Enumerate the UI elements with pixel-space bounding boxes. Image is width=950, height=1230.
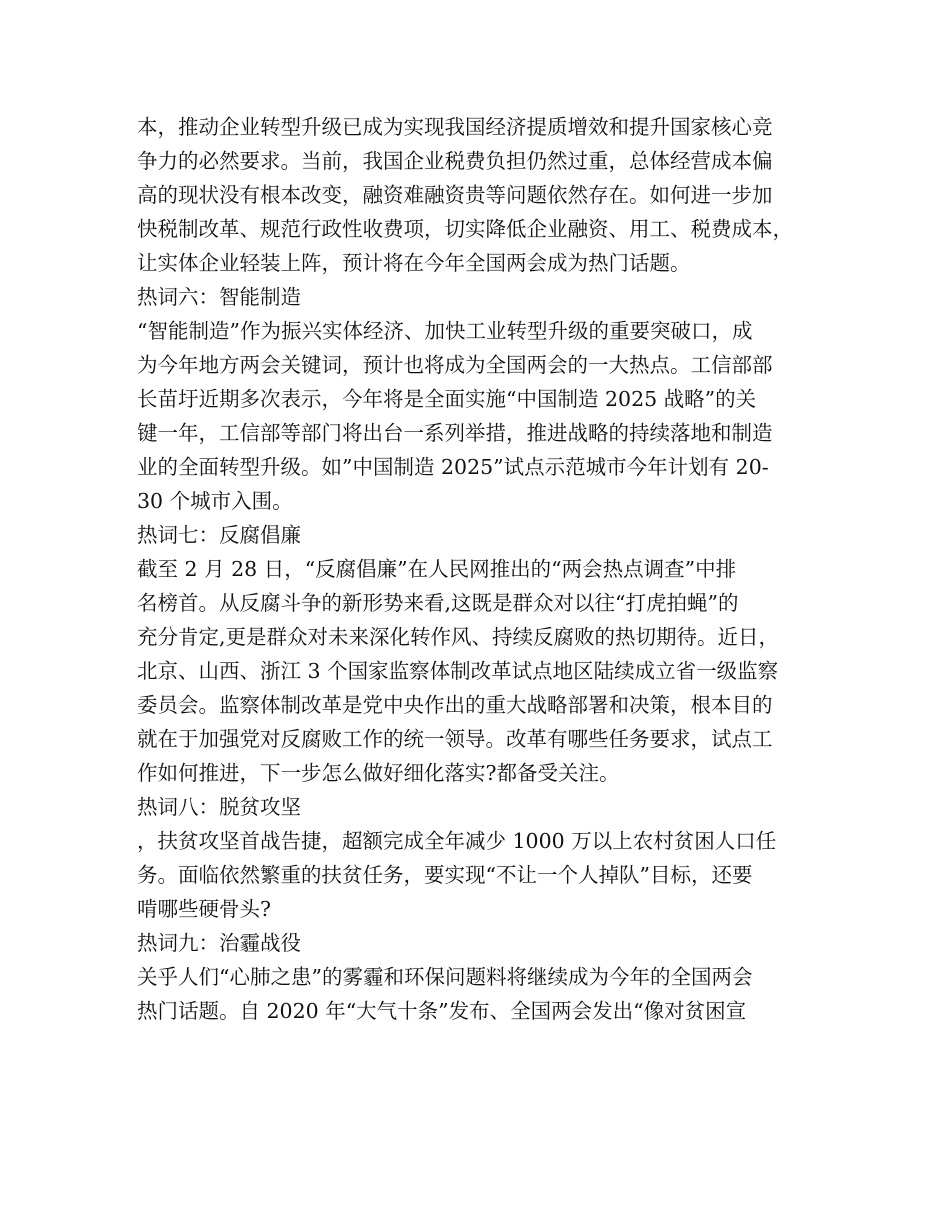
text-line: “智能制造”作为振兴实体经济、加快工业转型升级的重要突破口，成	[137, 319, 753, 343]
text-line: 关乎人们“心肺之患”的雾霾和环保问题料将继续成为今年的全国两会	[137, 965, 753, 989]
text-line: 高的现状没有根本改变，融资难融资贵等问题依然存在。如何进一步加	[137, 183, 773, 207]
text-line: 充分肯定,更是群众对未来深化转作风、持续反腐败的热切期待。近日，	[137, 625, 780, 649]
text-line: 务。面临依然繁重的扶贫任务，要实现“不让一个人掉队”目标，还要	[137, 863, 753, 887]
text-line: 热门话题。自 2020 年“大气十条”发布、全国两会发出“像对贫困宣	[137, 999, 747, 1023]
section-heading: 热词九：治霾战役	[137, 931, 301, 955]
text-line: 就在于加强党对反腐败工作的统一领导。改革有哪些任务要求，试点工	[137, 727, 773, 751]
text-line: 名榜首。从反腐斗争的新形势来看,这既是群众对以往“打虎拍蝇”的	[137, 591, 739, 615]
text-line: 长苗圩近期多次表示，今年将是全面实施“中国制造 2025 战略”的关	[137, 387, 757, 411]
text-line: 让实体企业轻装上阵，预计将在今年全国两会成为热门话题。	[137, 251, 691, 275]
section-heading: 热词六：智能制造	[137, 285, 301, 309]
text-line: 作如何推进，下一步怎么做好细化落实?都备受关注。	[137, 761, 620, 785]
text-line: 为今年地方两会关键词，预计也将成为全国两会的一大热点。工信部部	[137, 353, 773, 377]
text-line: 30 个城市入围。	[137, 489, 293, 513]
text-line: ，扶贫攻坚首战告捷，超额完成全年减少 1000 万以上农村贫困人口任	[137, 829, 777, 853]
document-body	[137, 110, 817, 1028]
text-line: 截至 2 月 28 日，“反腐倡廉”在人民网推出的“两会热点调查”中排	[137, 557, 737, 581]
section-heading: 热词八：脱贫攻坚	[137, 795, 301, 819]
text-line: 键一年，工信部等部门将出台一系列举措，推进战略的持续落地和制造	[137, 421, 773, 445]
text-line: 本，推动企业转型升级已成为实现我国经济提质增效和提升国家核心竞	[137, 115, 773, 139]
text-line: 啃哪些硬骨头?	[137, 897, 271, 921]
text-line: 业的全面转型升级。如”中国制造 2025”试点示范城市今年计划有 20-	[137, 455, 769, 479]
section-heading: 热词七：反腐倡廉	[137, 523, 301, 547]
text-line: 北京、山西、浙江 3 个国家监察体制改革试点地区陆续成立省一级监察	[137, 659, 779, 683]
text-line: 争力的必然要求。当前，我国企业税费负担仍然过重，总体经营成本偏	[137, 149, 773, 173]
text-line: 快税制改革、规范行政性收费项，切实降低企业融资、用工、税费成本，	[137, 217, 793, 241]
text-line: 委员会。监察体制改革是党中央作出的重大战略部署和决策，根本目的	[137, 693, 773, 717]
